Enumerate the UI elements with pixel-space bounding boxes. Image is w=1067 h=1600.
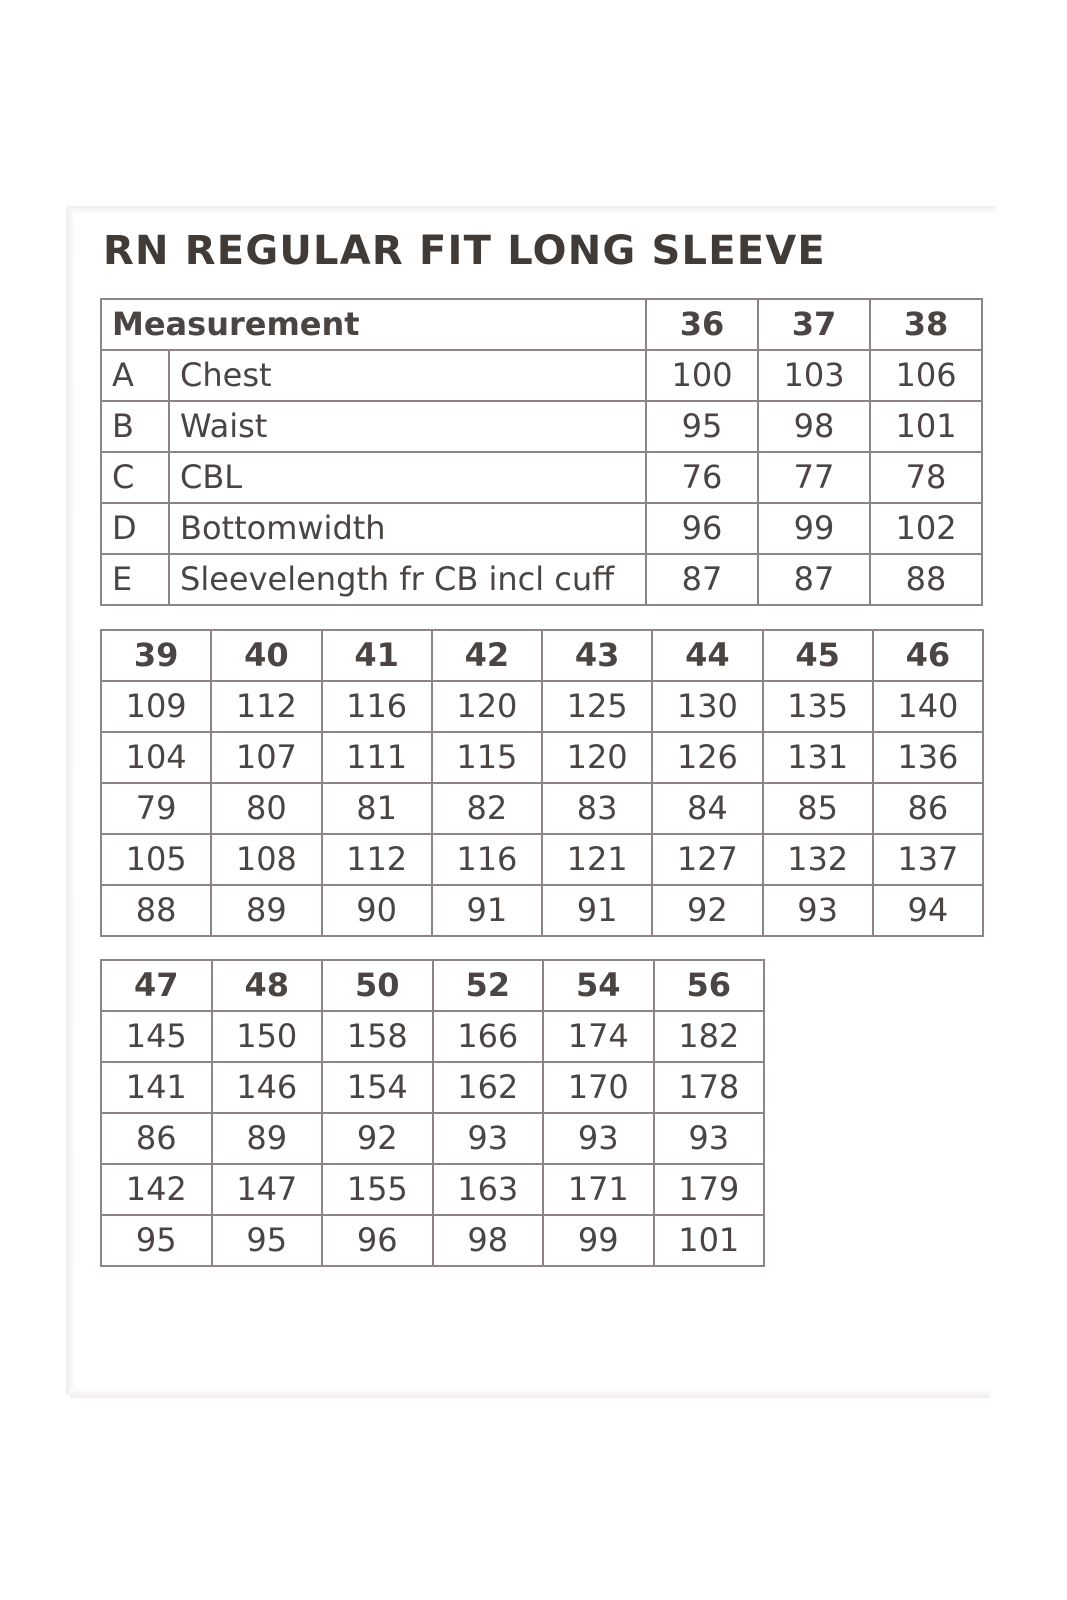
cell-value: 89 xyxy=(211,885,321,936)
cell-value: 93 xyxy=(654,1113,765,1164)
cell-value: 170 xyxy=(543,1062,654,1113)
cell-value: 179 xyxy=(654,1164,765,1215)
cell-value: 137 xyxy=(873,834,983,885)
table-row xyxy=(101,834,983,885)
cell-value: 171 xyxy=(543,1164,654,1215)
table-row xyxy=(101,350,982,401)
row-name: CBL xyxy=(169,452,646,503)
table-row xyxy=(101,1215,764,1266)
cell-value: 93 xyxy=(433,1113,544,1164)
cell-value: 96 xyxy=(646,503,758,554)
cell-value: 87 xyxy=(758,554,870,605)
column-header-size-36: 36 xyxy=(646,299,758,350)
cell-value: 132 xyxy=(763,834,873,885)
column-header-size-39: 39 xyxy=(101,630,211,681)
cell-value: 99 xyxy=(758,503,870,554)
row-name: Bottomwidth xyxy=(169,503,646,554)
column-header-size-56: 56 xyxy=(654,960,765,1011)
column-header-size-46: 46 xyxy=(873,630,983,681)
cell-value: 77 xyxy=(758,452,870,503)
cell-value: 178 xyxy=(654,1062,765,1113)
column-header-size-45: 45 xyxy=(763,630,873,681)
cell-value: 155 xyxy=(322,1164,433,1215)
row-letter: A xyxy=(101,350,169,401)
cell-value: 101 xyxy=(654,1215,765,1266)
cell-value: 80 xyxy=(211,783,321,834)
cell-value: 107 xyxy=(211,732,321,783)
cell-value: 87 xyxy=(646,554,758,605)
cell-value: 147 xyxy=(212,1164,323,1215)
cell-value: 92 xyxy=(322,1113,433,1164)
column-header-measurement: Measurement xyxy=(101,299,646,350)
column-header-size-42: 42 xyxy=(432,630,542,681)
cell-value: 93 xyxy=(543,1113,654,1164)
cell-value: 112 xyxy=(211,681,321,732)
cell-value: 98 xyxy=(433,1215,544,1266)
cell-value: 78 xyxy=(870,452,982,503)
cell-value: 86 xyxy=(101,1113,212,1164)
cell-value: 162 xyxy=(433,1062,544,1113)
row-name: Waist xyxy=(169,401,646,452)
cell-value: 81 xyxy=(322,783,432,834)
cell-value: 126 xyxy=(652,732,762,783)
cell-value: 158 xyxy=(322,1011,433,1062)
row-letter: C xyxy=(101,452,169,503)
cell-value: 108 xyxy=(211,834,321,885)
table-header-row xyxy=(101,630,983,681)
paper-bottom-edge xyxy=(70,1388,990,1398)
table-row xyxy=(101,1113,764,1164)
table-row xyxy=(101,1011,764,1062)
cell-value: 99 xyxy=(543,1215,654,1266)
cell-value: 91 xyxy=(432,885,542,936)
column-header-size-37: 37 xyxy=(758,299,870,350)
cell-value: 154 xyxy=(322,1062,433,1113)
cell-value: 109 xyxy=(101,681,211,732)
cell-value: 125 xyxy=(542,681,652,732)
cell-value: 106 xyxy=(870,350,982,401)
cell-value: 174 xyxy=(543,1011,654,1062)
cell-value: 182 xyxy=(654,1011,765,1062)
column-header-size-50: 50 xyxy=(322,960,433,1011)
table-row xyxy=(101,783,983,834)
cell-value: 120 xyxy=(542,732,652,783)
table-row xyxy=(101,554,982,605)
column-header-size-52: 52 xyxy=(433,960,544,1011)
cell-value: 95 xyxy=(646,401,758,452)
table-row xyxy=(101,732,983,783)
cell-value: 88 xyxy=(870,554,982,605)
table-header-row xyxy=(101,960,764,1011)
cell-value: 101 xyxy=(870,401,982,452)
cell-value: 115 xyxy=(432,732,542,783)
row-name: Sleevelength fr CB incl cuff xyxy=(169,554,646,605)
table-header-row xyxy=(101,299,982,350)
row-letter: E xyxy=(101,554,169,605)
cell-value: 150 xyxy=(212,1011,323,1062)
cell-value: 130 xyxy=(652,681,762,732)
cell-value: 98 xyxy=(758,401,870,452)
cell-value: 116 xyxy=(432,834,542,885)
cell-value: 105 xyxy=(101,834,211,885)
column-header-size-40: 40 xyxy=(211,630,321,681)
table-row xyxy=(101,885,983,936)
cell-value: 116 xyxy=(322,681,432,732)
cell-value: 140 xyxy=(873,681,983,732)
page-title: RN REGULAR FIT LONG SLEEVE xyxy=(103,228,826,274)
cell-value: 100 xyxy=(646,350,758,401)
table-row xyxy=(101,452,982,503)
cell-value: 90 xyxy=(322,885,432,936)
size-table-third xyxy=(100,959,765,1267)
cell-value: 93 xyxy=(763,885,873,936)
cell-value: 111 xyxy=(322,732,432,783)
cell-value: 120 xyxy=(432,681,542,732)
cell-value: 121 xyxy=(542,834,652,885)
table-row xyxy=(101,503,982,554)
column-header-size-41: 41 xyxy=(322,630,432,681)
cell-value: 127 xyxy=(652,834,762,885)
cell-value: 94 xyxy=(873,885,983,936)
paper-left-edge xyxy=(66,210,76,1395)
cell-value: 76 xyxy=(646,452,758,503)
cell-value: 91 xyxy=(542,885,652,936)
cell-value: 92 xyxy=(652,885,762,936)
cell-value: 82 xyxy=(432,783,542,834)
cell-value: 83 xyxy=(542,783,652,834)
cell-value: 146 xyxy=(212,1062,323,1113)
column-header-size-44: 44 xyxy=(652,630,762,681)
table-row xyxy=(101,1062,764,1113)
table-row xyxy=(101,1164,764,1215)
cell-value: 112 xyxy=(322,834,432,885)
cell-value: 96 xyxy=(322,1215,433,1266)
column-header-size-54: 54 xyxy=(543,960,654,1011)
row-name: Chest xyxy=(169,350,646,401)
cell-value: 86 xyxy=(873,783,983,834)
row-letter: B xyxy=(101,401,169,452)
cell-value: 89 xyxy=(212,1113,323,1164)
cell-value: 102 xyxy=(870,503,982,554)
column-header-size-38: 38 xyxy=(870,299,982,350)
cell-value: 104 xyxy=(101,732,211,783)
table-row xyxy=(101,401,982,452)
cell-value: 103 xyxy=(758,350,870,401)
size-table-primary xyxy=(100,298,983,606)
cell-value: 145 xyxy=(101,1011,212,1062)
cell-value: 163 xyxy=(433,1164,544,1215)
cell-value: 85 xyxy=(763,783,873,834)
table-row xyxy=(101,681,983,732)
size-table-second xyxy=(100,629,984,937)
cell-value: 142 xyxy=(101,1164,212,1215)
cell-value: 84 xyxy=(652,783,762,834)
cell-value: 95 xyxy=(101,1215,212,1266)
cell-value: 135 xyxy=(763,681,873,732)
cell-value: 131 xyxy=(763,732,873,783)
column-header-size-47: 47 xyxy=(101,960,212,1011)
row-letter: D xyxy=(101,503,169,554)
cell-value: 88 xyxy=(101,885,211,936)
cell-value: 141 xyxy=(101,1062,212,1113)
cell-value: 136 xyxy=(873,732,983,783)
column-header-size-43: 43 xyxy=(542,630,652,681)
column-header-size-48: 48 xyxy=(212,960,323,1011)
paper-top-edge xyxy=(66,206,996,214)
cell-value: 79 xyxy=(101,783,211,834)
cell-value: 95 xyxy=(212,1215,323,1266)
cell-value: 166 xyxy=(433,1011,544,1062)
